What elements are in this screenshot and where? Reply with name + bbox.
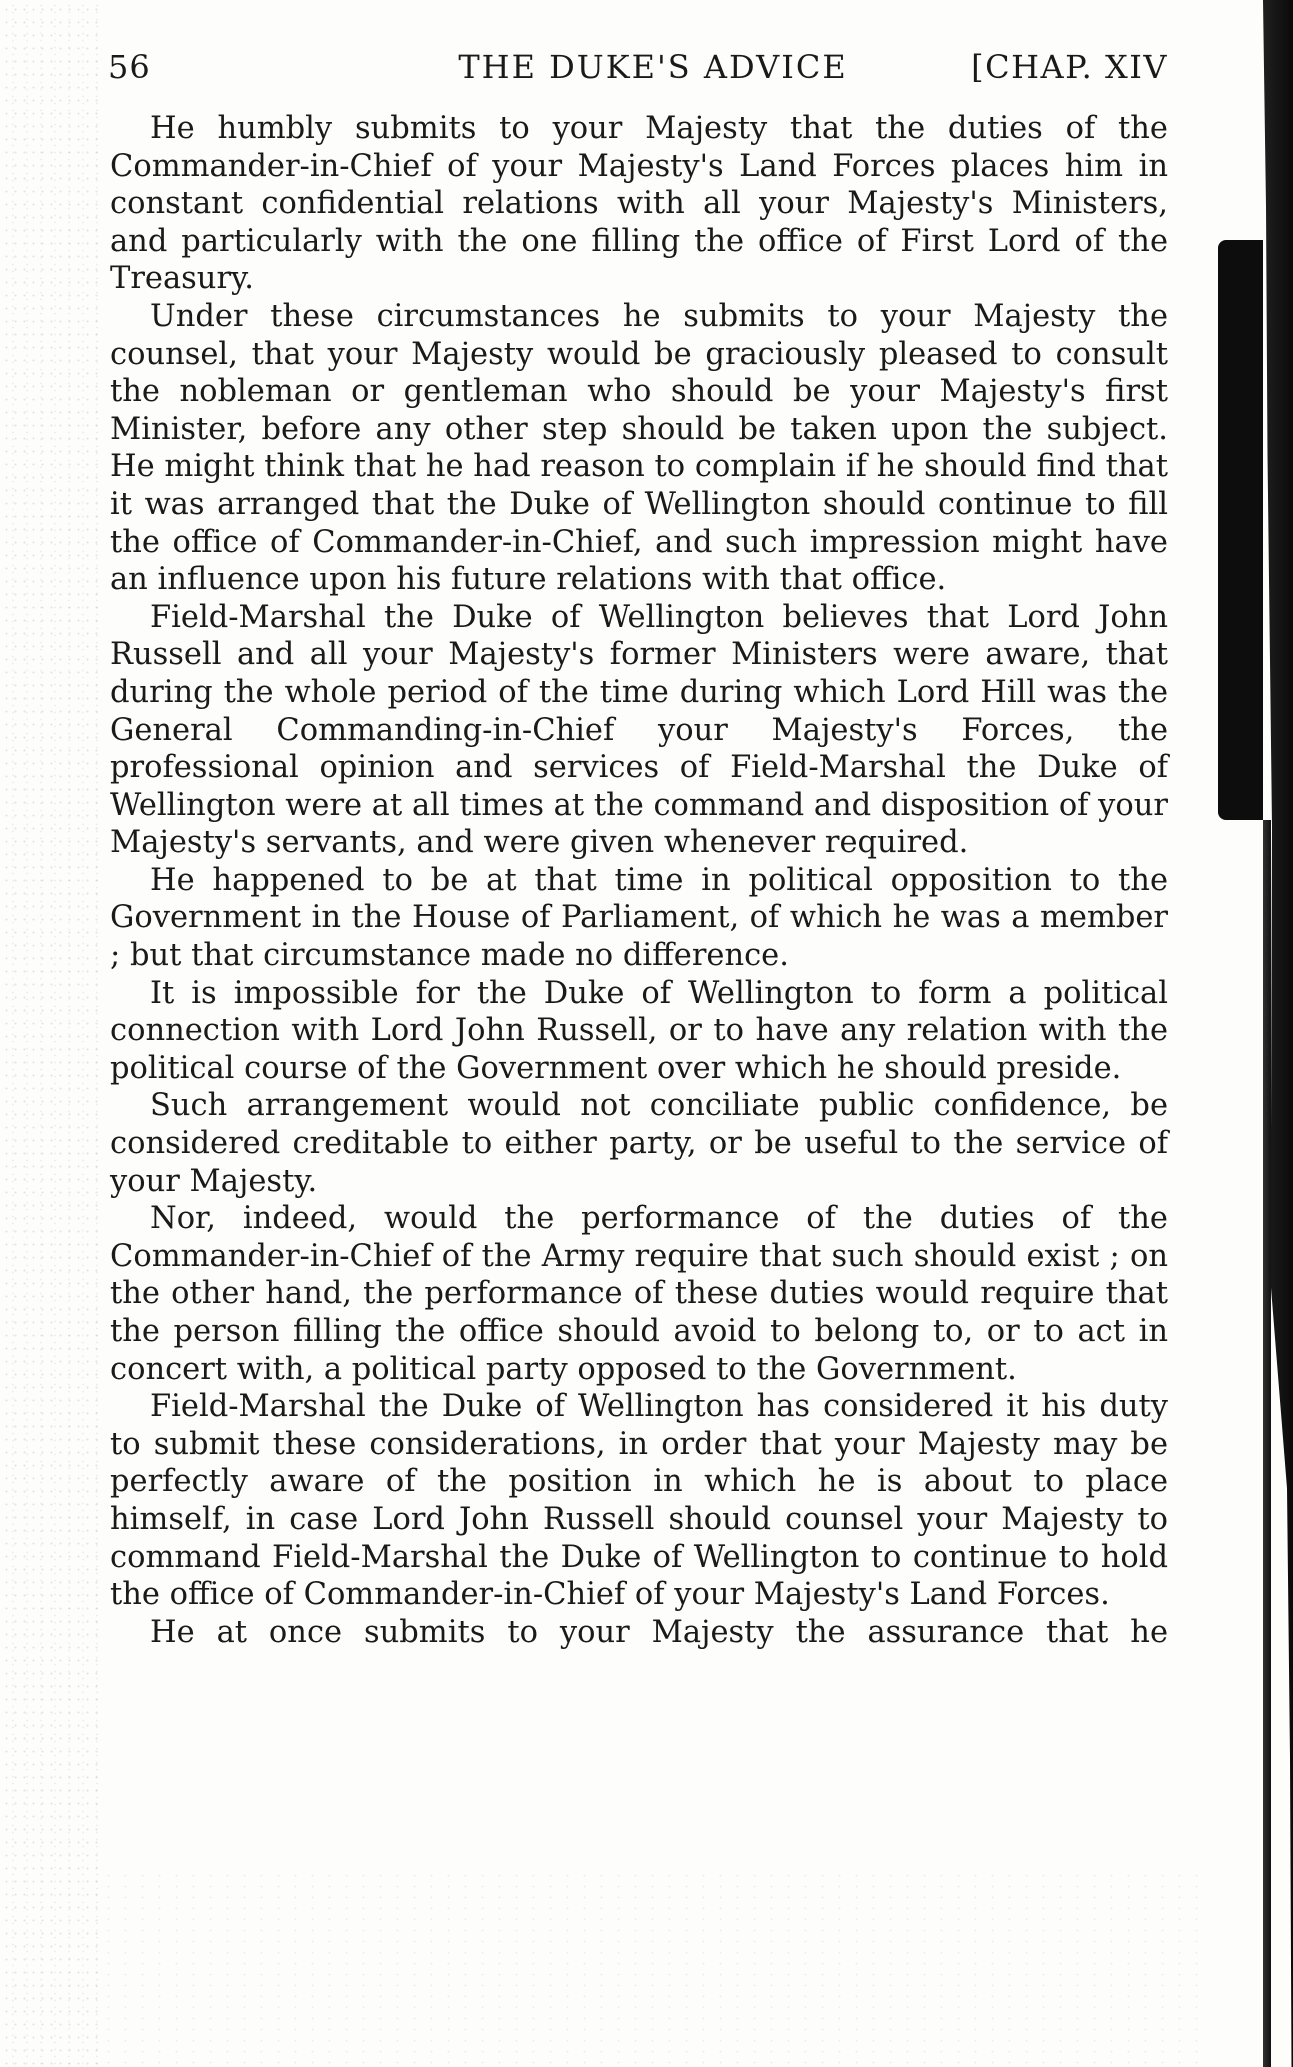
paragraph-7: Nor, indeed, would the performance of the duties of the Commander-in-Chief of the Army require that such should exist ; on the other hand, the performance of these duties would require that the person filling the office should avoid to belong to, or to act in concert with, a political party opposed to the Government. <box>110 1201 1168 1387</box>
paragraph-1: He humbly submits to your Majesty that the duties of the Commander-in-Chief of your Majesty's Land Forces places him in constant confidential relations with all your Majesty's Ministers, and particularly with the one filling the office of First Lord of the Treasury. <box>110 111 1168 297</box>
body-text <box>110 110 1168 1651</box>
paragraph-5: It is impossible for the Duke of Wellington to form a political connection with Lord John Russell, or to have any relation with the political course of the Government over which he should preside. <box>110 975 1168 1086</box>
paragraph-2: Under these circumstances he submits to your Majesty the counsel, that your Majesty would be graciously pleased to consult the nobleman or gentleman who should be your Majesty's first Minister, before any other step should be taken upon the subject. He might think that he had reason to complain if he should find that it was arranged that the Duke of Wellington should continue to fill the office of Commander-in-Chief, and such impression might have an influence upon his future relations with that office. <box>110 298 1168 598</box>
chapter-reference: [CHAP. XIV <box>971 48 1168 86</box>
paragraph-8: Field-Marshal the Duke of Wellington has considered it his duty to submit these considerations, in order that your Majesty may be perfectly aware of the position in which he is about to place himself, in case Lord John Russell should counsel your Majesty to command Field-Marshal the Duke of Wellington to continue to hold the office of Commander-in-Chief of your Majesty's Land Forces. <box>110 1389 1168 1613</box>
binding-edge <box>1218 240 1263 820</box>
scan-noise-left <box>0 0 100 2067</box>
binding-edge-thin <box>1263 820 1271 2067</box>
paragraph-9-continues: He at once submits to your Majesty the assurance that he <box>150 1614 1168 1650</box>
page-number: 56 <box>108 48 151 86</box>
running-title: THE DUKE'S ADVICE <box>458 48 848 86</box>
paragraph-4: He happened to be at that time in political opposition to the Government in the House of Parliament, of which he was a member ; but that circumstance made no difference. <box>110 862 1168 974</box>
scan-noise-bottom <box>100 1870 1200 2067</box>
paragraph-3: Field-Marshal the Duke of Wellington believes that Lord John Russell and all your Majesty's former Ministers were aware, that during the whole period of the time during which Lord Hill was the General Commanding-in-Chief your Majesty's Forces, the professional opinion and services of Field-Marshal the Duke of Wellington were at all times at the command and disposition of your Majesty's servants, and were given whenever required. <box>110 599 1168 861</box>
running-header <box>108 48 1168 88</box>
paragraph-6: Such arrangement would not conciliate public confidence, be considered creditable to either party, or be useful to the service of your Majesty. <box>110 1088 1168 1199</box>
